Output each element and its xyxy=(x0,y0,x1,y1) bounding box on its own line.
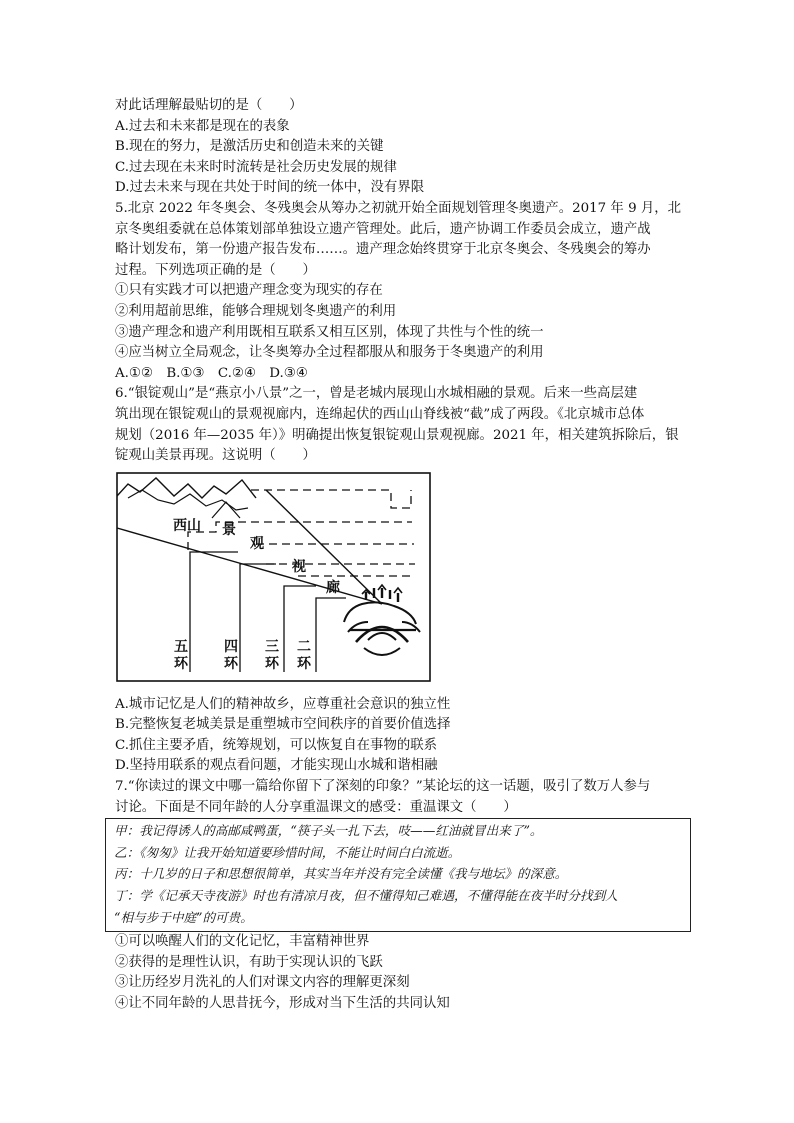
q5-stem-line: 过程。下列选项正确的是（ ） xyxy=(115,262,316,278)
label-ring3-top: 三 xyxy=(265,638,279,655)
label-ring2-bottom: 环 xyxy=(297,655,311,672)
exam-page xyxy=(115,96,690,1015)
q6-option-b: B.完整恢复老城美景是重塑城市空间秩序的首要价值选择 xyxy=(115,717,451,733)
q5-statement-3: ③遗产理念和遗产利用既相互联系又相互区别，体现了共性与个性的统一 xyxy=(115,324,544,340)
q5-choices: A.①② B.①③ C.②④ D.③④ xyxy=(115,365,308,381)
q7-quote-box xyxy=(105,818,691,932)
q7-statement-3: ③让历经岁月洗礼的人们对课文内容的理解更深刻 xyxy=(115,975,410,991)
label-guan: 观 xyxy=(250,535,264,552)
q7-quote-yi: 乙：《匆匆》让我开始知道要珍惜时间，不能让时间白白流逝。 xyxy=(114,844,461,860)
mountain-ridge-outer xyxy=(117,478,256,498)
label-ring3-bottom: 环 xyxy=(265,655,279,672)
q6-option-d: D.坚持用联系的观点看问题，才能实现山水城和谐相融 xyxy=(115,758,438,774)
q6-option-a: A.城市记忆是人们的精神故乡，应尊重社会意识的独立性 xyxy=(115,696,451,712)
q4-option-a: A.过去和未来都是现在的表象 xyxy=(115,118,290,134)
q7-stem-line: 7.“你读过的课文中哪一篇给你留下了深刻的印象？”某论坛的这一话题，吸引了数万人参与 xyxy=(115,779,651,795)
label-xishan: 西山 xyxy=(173,517,201,534)
q4-option-d: D.过去未来与现在共处于时间的统一体中，没有界限 xyxy=(115,180,425,196)
label-ring4-bottom: 环 xyxy=(224,655,238,672)
label-jing: 景 xyxy=(222,521,236,538)
q4-option-c: C.过去现在未来时时流转是社会历史发展的规律 xyxy=(115,159,397,175)
q5-statement-2: ②利用超前思维，能够合理规划冬奥遗产的利用 xyxy=(115,303,397,319)
view-corridor-diagram xyxy=(116,472,432,684)
label-lang: 廊 xyxy=(326,579,340,596)
q6-stem-line: 筑出现在银锭观山的景观视廊内，连绵起伏的西山山脊线被“截”成了两段。《北京城市总体 xyxy=(115,406,645,422)
q7-quote-jia: 甲：我记得诱人的高邮咸鸭蛋，“筷子头一扎下去，吱——红油就冒出来了”。 xyxy=(114,823,543,839)
q5-stem-line: 京冬奥组委就在总体策划部单独设立遗产管理处。此后，遗产协调工作委员会成立，遗产战 xyxy=(115,221,651,237)
label-ring2-top: 二 xyxy=(297,638,311,655)
q5-stem-line: 5.北京 2022 年冬奥会、冬残奥会从筹办之初就开始全面规划管理冬奥遗产。2017 年 9 月，北 xyxy=(115,200,682,216)
q6-option-c: C.抓住主要矛盾，统筹规划，可以恢复自在事物的联系 xyxy=(115,737,438,753)
q6-stem-line: 6.“银锭观山”是“燕京小八景”之一，曾是老城内展现山水城相融的景观。后来一些高层建 xyxy=(115,386,638,402)
q7-statement-4: ④让不同年龄的人思昔抚今，形成对当下生活的共同认知 xyxy=(115,996,450,1011)
q6-stem-line: 规划（2016 年—2035 年）》明确提出恢复银锭观山景观视廊。2021 年，相关建筑拆除后，银 xyxy=(115,427,679,443)
q5-statement-4: ④应当树立全局观念，让冬奥筹办全过程都服从和服务于冬奥遗产的利用 xyxy=(115,345,544,361)
label-ring5-bottom: 环 xyxy=(174,655,188,672)
q7-statement-1: ①可以唤醒人们的文化记忆，丰富精神世界 xyxy=(115,934,370,950)
label-ring4-top: 四 xyxy=(224,638,238,655)
q4-option-b: B.现在的努力，是激活历史和创造未来的关键 xyxy=(115,139,384,155)
q7-quote-ding: 丁：学《记承天寺夜游》时也有清凉月夜，但不懂得知己难遇，不懂得能在夜半时分找到人 xyxy=(114,888,618,904)
q6-stem-line: 锭观山美景再现。这说明（ ） xyxy=(115,448,316,464)
ring2-profile xyxy=(316,598,346,672)
yinding-bridge-icon xyxy=(344,585,420,655)
q7-stem-line: 讨论。下面是不同年龄的人分享重温课文的感受：重温课文（ ） xyxy=(115,799,517,815)
q5-statement-1: ①只有实践才可以把遗产理念变为现实的存在 xyxy=(115,283,383,299)
q5-stem-line: 略计划发布，第一份遗产报告发布……。遗产理念始终贯穿于北京冬奥会、冬残奥会的筹办 xyxy=(115,242,651,258)
label-ring5-top: 五 xyxy=(174,638,188,655)
label-shi: 视 xyxy=(292,558,306,575)
q4-stem: 对此话理解最贴切的是（ ） xyxy=(115,98,303,113)
q7-quote-bing: 丙：十几岁的日子和思想很简单，其实当年并没有完全读懂《我与地坛》的深意。 xyxy=(114,866,568,882)
q7-statement-2: ②获得的是理性认识，有助于实现认识的飞跃 xyxy=(115,954,383,970)
q7-quote-ding-cont: “相与步于中庭”的可贵。 xyxy=(114,909,253,925)
